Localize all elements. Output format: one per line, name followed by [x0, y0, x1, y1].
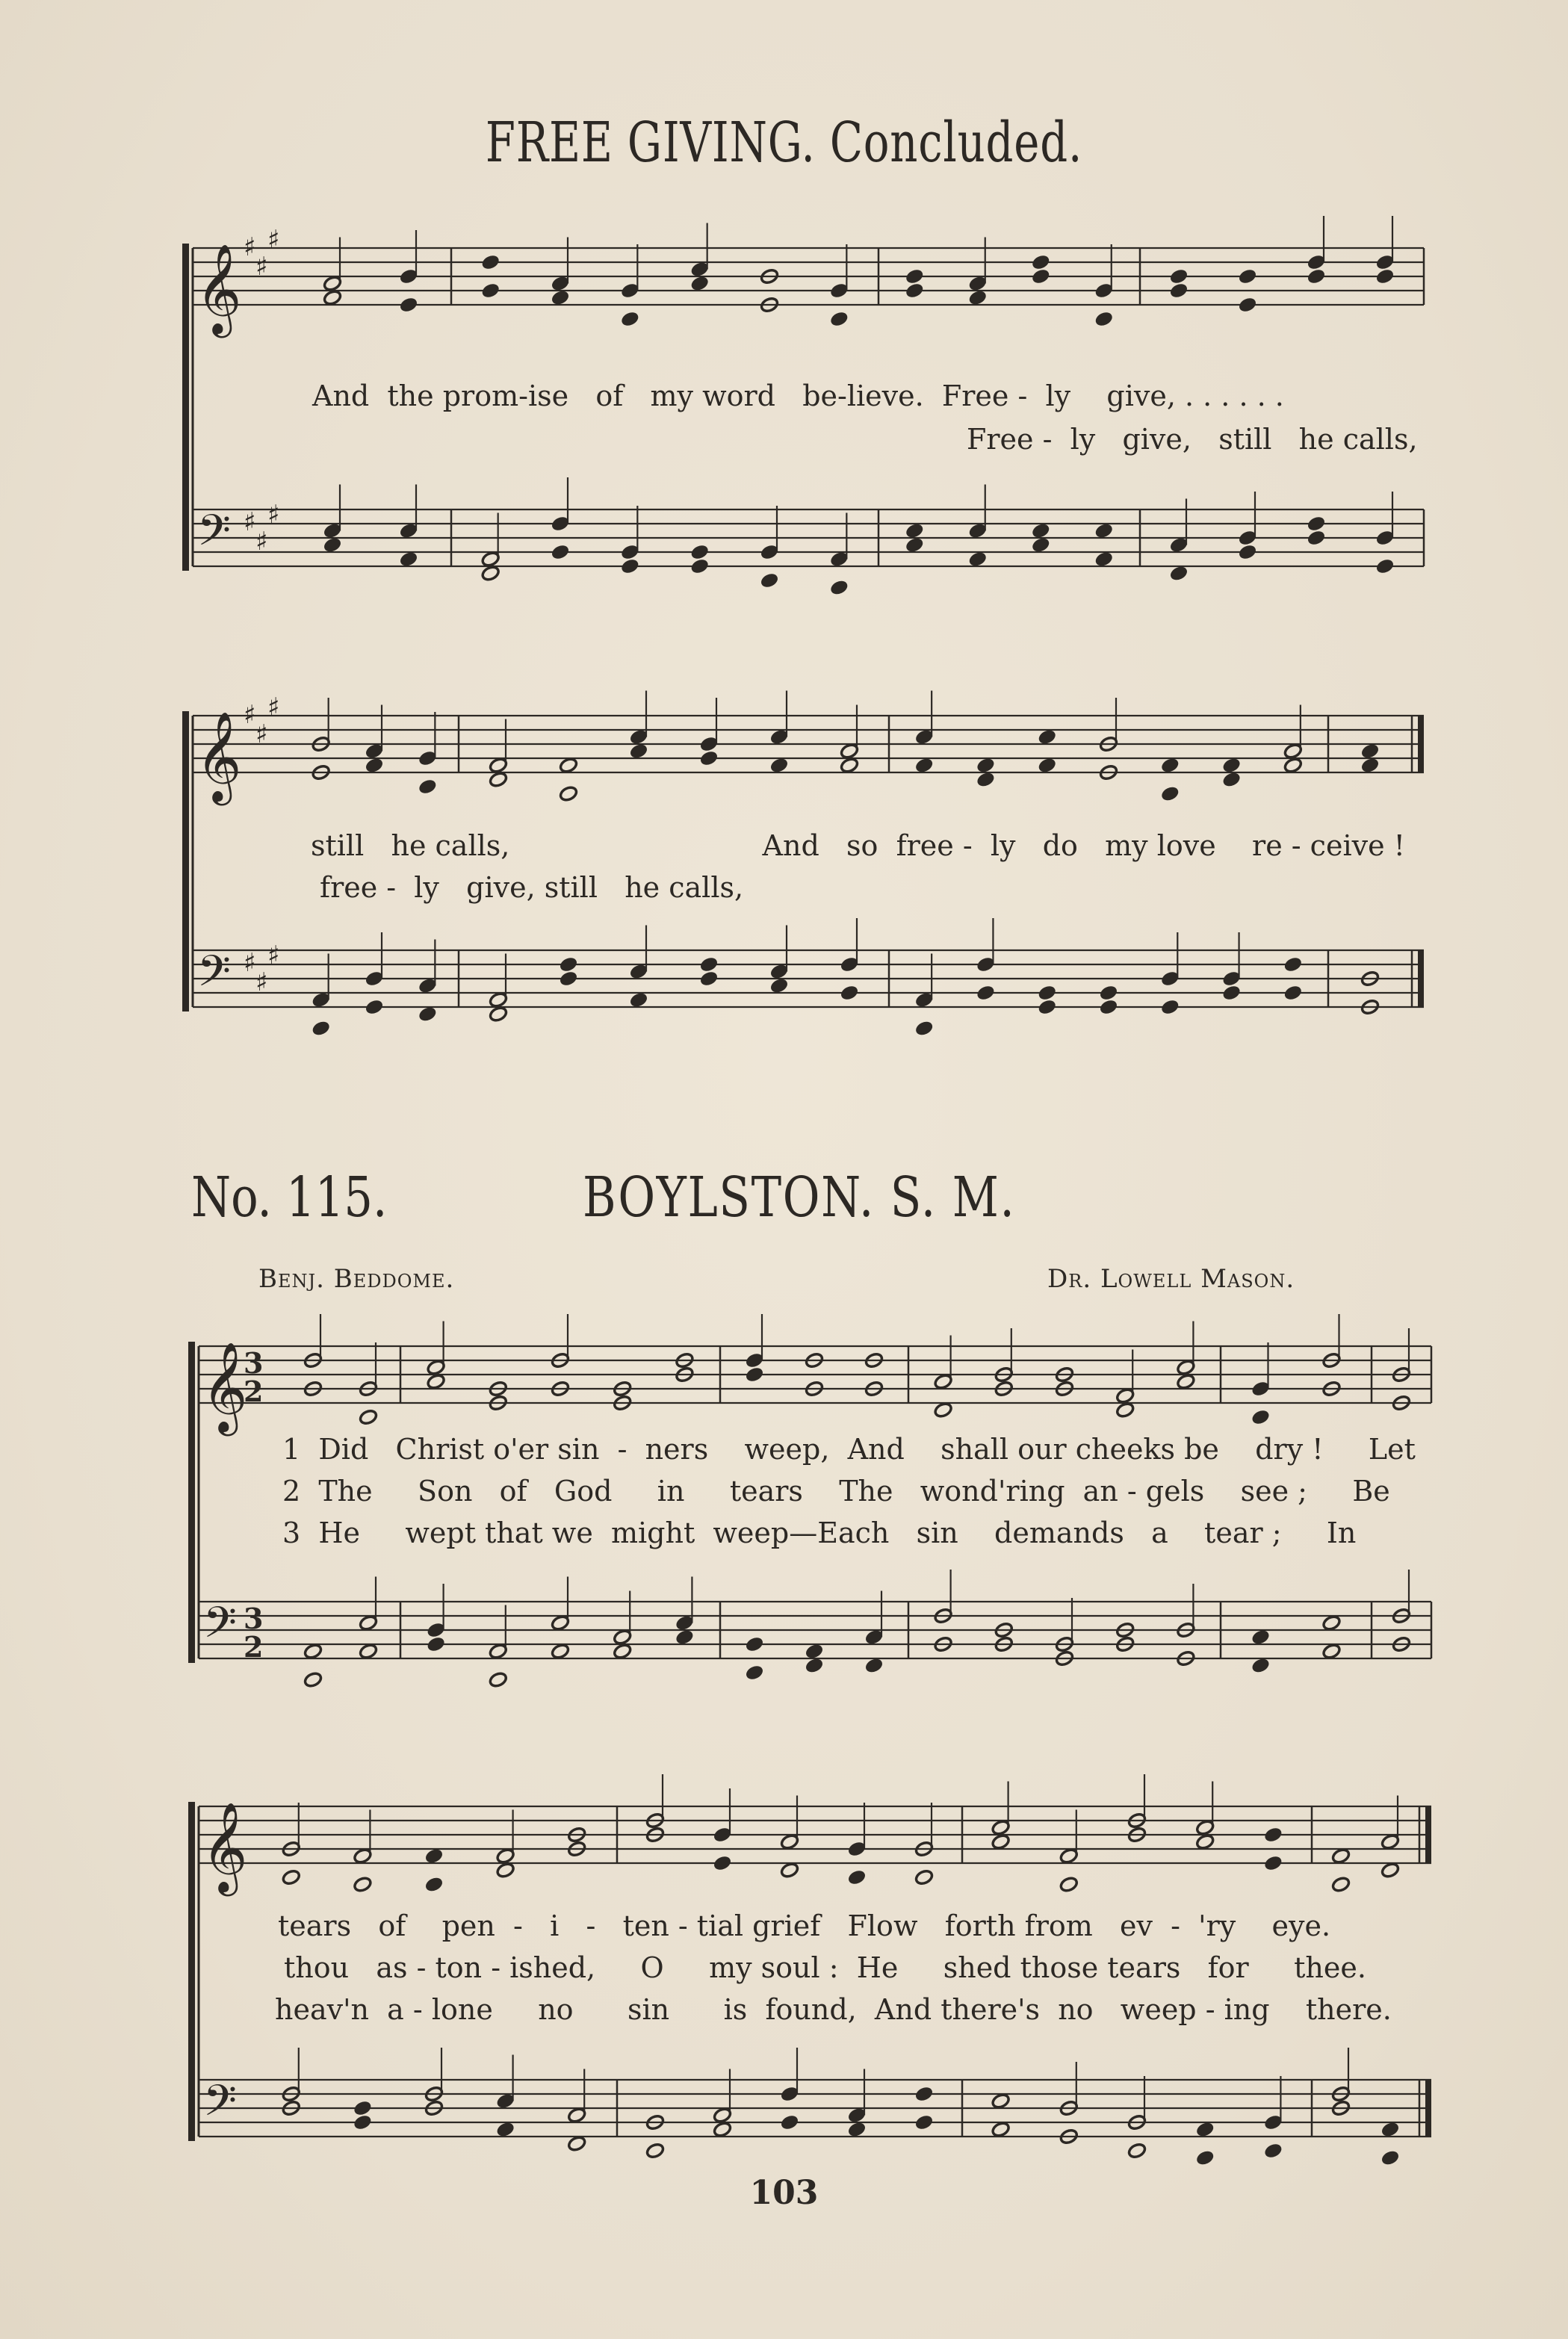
- note-head: [1094, 311, 1114, 328]
- note-head: [353, 1876, 372, 1893]
- note-head: [847, 1869, 867, 1886]
- note-head: [805, 1643, 824, 1660]
- note-head: [567, 2135, 586, 2152]
- time-signature-denominator: 2: [244, 1630, 264, 1664]
- note-head: [745, 1366, 764, 1384]
- note-head: [418, 778, 437, 796]
- note-head: [489, 771, 508, 788]
- note-head: [481, 282, 501, 300]
- note-head: [1115, 1401, 1135, 1419]
- note-head: [905, 522, 924, 539]
- note-head: [699, 970, 719, 988]
- note-head: [829, 311, 849, 328]
- note-head: [914, 2114, 934, 2131]
- note-head: [1031, 536, 1050, 554]
- note-head: [426, 1636, 445, 1653]
- note-head: [1031, 522, 1050, 539]
- note-head: [1221, 757, 1241, 774]
- free-giving-system2-lyric1: still he calls, And so free - ly do my love re - ceive !: [311, 829, 1405, 862]
- note-head: [489, 1671, 508, 1688]
- note-head: [1251, 1409, 1270, 1426]
- note-head: [303, 1643, 323, 1660]
- note-head: [323, 536, 342, 554]
- time-signature-numerator: 3: [244, 1602, 264, 1635]
- note-head: [312, 1020, 331, 1037]
- note-head: [976, 757, 995, 774]
- note-head: [1169, 282, 1189, 300]
- note-head: [976, 771, 995, 788]
- note-head: [914, 2086, 934, 2103]
- note-head: [1251, 1629, 1270, 1646]
- sharp-sign: ♯: [267, 941, 280, 970]
- note-head: [559, 970, 578, 988]
- note-head: [1307, 515, 1326, 533]
- note-head: [1283, 985, 1303, 1002]
- time-signature-denominator: 2: [244, 1375, 264, 1408]
- note-head: [840, 985, 859, 1002]
- free-giving-system1-bracket: [182, 244, 189, 571]
- note-head: [1059, 1876, 1079, 1893]
- note-head: [1031, 268, 1050, 285]
- time-signature-numerator: 3: [244, 1346, 264, 1380]
- note-head: [1238, 268, 1257, 285]
- free-giving-system1-bass-clef-icon: 𝄢: [197, 505, 232, 566]
- boylston-system2-verse3: heav'n a - lone no sin is found, And there's no weep - ing there.: [275, 1993, 1392, 2026]
- sharp-sign: ♯: [244, 507, 256, 537]
- note-head: [1283, 956, 1303, 973]
- page-number: 103: [749, 2174, 819, 2212]
- hymn-author: Benj. Beddome.: [258, 1264, 455, 1294]
- note-head: [1331, 1847, 1351, 1865]
- note-head: [713, 2121, 732, 2138]
- note-head: [991, 1833, 1010, 1850]
- sharp-sign: ♯: [255, 719, 268, 749]
- note-head: [905, 268, 924, 285]
- note-head: [840, 757, 859, 774]
- note-head: [1263, 1827, 1283, 1844]
- note-head: [1160, 757, 1180, 774]
- free-giving-system1-lyric1: And the prom-ise of my word be-lieve. Free - ly give, . . . . . .: [312, 379, 1284, 412]
- note-head: [914, 757, 934, 774]
- note-head: [1380, 2121, 1400, 2138]
- note-head: [1380, 2149, 1400, 2166]
- note-head: [359, 1409, 378, 1426]
- note-head: [1099, 985, 1118, 1002]
- note-head: [847, 2121, 867, 2138]
- note-head: [303, 1671, 323, 1688]
- sharp-sign: ♯: [255, 967, 268, 997]
- note-head: [968, 551, 988, 568]
- note-head: [1094, 522, 1114, 539]
- note-head: [769, 977, 789, 994]
- note-head: [629, 991, 648, 1009]
- note-head: [914, 1869, 934, 1886]
- hymn-number: No. 115.: [191, 1165, 388, 1230]
- boylston-system1-treble-clef-icon: 𝄞: [202, 1341, 248, 1432]
- note-head: [760, 572, 779, 589]
- note-head: [1375, 558, 1395, 575]
- note-head: [1169, 268, 1189, 285]
- note-head: [559, 785, 578, 802]
- note-head: [559, 956, 578, 973]
- note-head: [675, 1629, 694, 1646]
- note-head: [489, 1006, 508, 1023]
- note-head: [1038, 728, 1057, 746]
- note-head: [399, 297, 418, 314]
- note-head: [829, 579, 849, 596]
- note-head: [1283, 757, 1303, 774]
- note-head: [1321, 1643, 1341, 1660]
- note-head: [613, 1643, 632, 1660]
- sharp-sign: ♯: [244, 232, 256, 262]
- sharp-sign: ♯: [267, 500, 280, 530]
- note-head: [1176, 1373, 1195, 1390]
- sharp-sign: ♯: [267, 693, 280, 722]
- note-head: [495, 1862, 515, 1879]
- note-head: [1221, 771, 1241, 788]
- note-head: [551, 1643, 570, 1660]
- note-head: [1321, 1614, 1341, 1632]
- note-head: [805, 1657, 824, 1674]
- note-head: [699, 956, 719, 973]
- sharp-sign: ♯: [255, 252, 268, 282]
- note-head: [418, 1006, 437, 1023]
- note-head: [1160, 999, 1180, 1016]
- hymn-title: BOYLSTON. S. M.: [583, 1165, 1016, 1230]
- boylston-system2-verse2: thou as - ton - ished, O my soul : He shed those tears for thee.: [284, 1951, 1366, 1984]
- hymn-composer: Dr. Lowell Mason.: [1047, 1264, 1295, 1294]
- note-head: [745, 1664, 764, 1682]
- note-head: [1375, 268, 1395, 285]
- note-head: [424, 1847, 444, 1865]
- boylston-system2-treble-clef-icon: 𝄞: [202, 1801, 248, 1892]
- free-giving-system1-lyric2: Free - ly give, still he calls,: [967, 423, 1418, 456]
- note-head: [1038, 757, 1057, 774]
- note-head: [399, 551, 418, 568]
- note-head: [353, 2114, 372, 2131]
- note-head: [914, 1020, 934, 1037]
- note-head: [1031, 254, 1050, 271]
- note-head: [976, 985, 995, 1002]
- boylston-system1-verse2: 2 The Son of God in tears The wond'ring an - gels see ; Be: [282, 1475, 1390, 1508]
- note-head: [282, 1869, 301, 1886]
- boylston-system1-verse3: 3 He wept that we might weep—Each sin demands a tear ; In: [282, 1517, 1357, 1549]
- note-head: [359, 1643, 378, 1660]
- free-giving-system1-treble-clef-icon: 𝄞: [196, 243, 242, 334]
- note-head: [1169, 565, 1189, 582]
- note-head: [551, 544, 570, 561]
- note-head: [551, 289, 570, 306]
- sharp-sign: ♯: [244, 700, 256, 730]
- note-head: [1160, 785, 1180, 802]
- note-head: [780, 1862, 799, 1879]
- sharp-sign: ♯: [244, 948, 256, 978]
- note-head: [1251, 1657, 1270, 1674]
- note-head: [365, 999, 384, 1016]
- note-head: [1195, 2149, 1215, 2166]
- note-head: [1127, 2143, 1147, 2160]
- note-head: [424, 1876, 444, 1893]
- note-head: [620, 311, 639, 328]
- note-head: [1221, 985, 1241, 1002]
- note-head: [559, 757, 578, 774]
- note-head: [905, 536, 924, 554]
- note-head: [699, 750, 719, 767]
- note-head: [690, 558, 710, 575]
- note-head: [1238, 297, 1257, 314]
- note-head: [933, 1401, 952, 1419]
- note-head: [620, 558, 639, 575]
- note-head: [426, 1373, 445, 1390]
- boylston-system1-verse1: 1 Did Christ o'er sin - ners weep, And shall our cheeks be dry ! Let: [282, 1433, 1416, 1466]
- note-head: [991, 2092, 1010, 2110]
- note-head: [629, 743, 648, 760]
- note-head: [1307, 268, 1326, 285]
- note-head: [1195, 2121, 1215, 2138]
- note-head: [1238, 544, 1257, 561]
- note-head: [1038, 985, 1057, 1002]
- note-head: [780, 2114, 799, 2131]
- note-head: [769, 757, 789, 774]
- free-giving-system2-lyric2: free - ly give, still he calls,: [320, 871, 744, 904]
- note-head: [645, 2143, 665, 2160]
- note-head: [1263, 2143, 1283, 2160]
- note-head: [864, 1657, 884, 1674]
- free-giving-system2-bass-clef-icon: 𝄢: [197, 946, 232, 1007]
- note-head: [1038, 999, 1057, 1016]
- sharp-sign: ♯: [267, 225, 280, 255]
- note-head: [690, 544, 710, 561]
- note-head: [1360, 757, 1380, 774]
- note-head: [1099, 999, 1118, 1016]
- note-head: [353, 2100, 372, 2117]
- note-head: [745, 1636, 764, 1653]
- note-head: [1307, 530, 1326, 547]
- note-head: [1094, 551, 1114, 568]
- note-head: [713, 1855, 732, 1872]
- page-heading: FREE GIVING. Concluded.: [485, 111, 1083, 175]
- note-head: [1195, 1833, 1215, 1850]
- boylston-system1-bracket: [188, 1342, 195, 1663]
- note-head: [1331, 1876, 1351, 1893]
- free-giving-system2-treble-clef-icon: 𝄞: [196, 710, 242, 802]
- note-head: [690, 275, 710, 292]
- boylston-system2-bass-clef-icon: 𝄢: [203, 2075, 238, 2137]
- boylston-system1-bass-clef-icon: 𝄢: [203, 1597, 238, 1658]
- note-head: [1380, 1862, 1400, 1879]
- sharp-sign: ♯: [255, 527, 268, 557]
- note-head: [481, 254, 501, 271]
- note-head: [481, 565, 501, 582]
- note-head: [1263, 1855, 1283, 1872]
- note-head: [1360, 743, 1380, 760]
- note-head: [323, 289, 342, 306]
- note-head: [991, 2121, 1010, 2138]
- boylston-system2-verse1: tears of pen - i - ten - tial grief Flow forth from ev - 'ry eye.: [278, 1909, 1331, 1942]
- boylston-system2-bracket: [188, 1802, 195, 2141]
- note-head: [495, 2121, 515, 2138]
- note-head: [905, 282, 924, 300]
- free-giving-system2-bracket: [182, 711, 189, 1011]
- note-head: [968, 289, 988, 306]
- note-head: [365, 757, 384, 774]
